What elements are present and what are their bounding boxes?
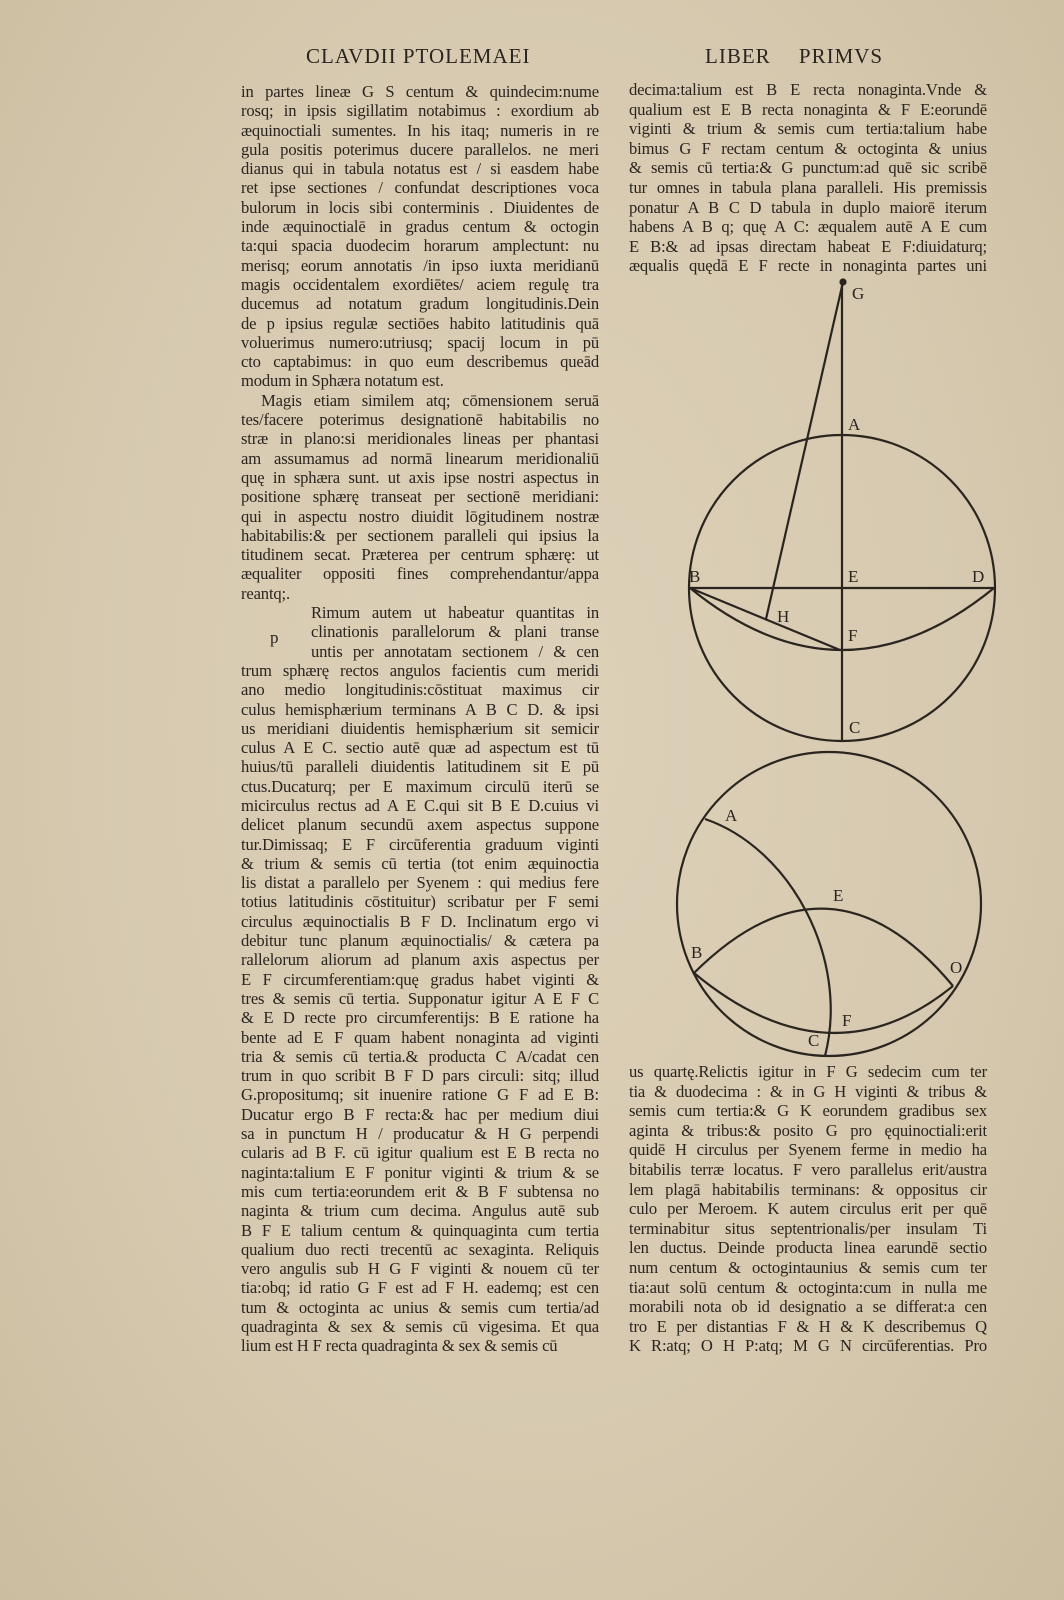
text-line: ctus.Ducaturq; per E maximum circulū iterū se: [241, 776, 599, 796]
text-line: lis distat a parallelo per Syenem : qui medius fere: [241, 873, 599, 893]
text-line: titudinem secat. Præterea per centrum sphærę: ut: [241, 545, 599, 565]
text-line: vero angulis sub H G F viginti & nouem cū ter: [241, 1259, 599, 1279]
text-line: & trium & semis cū tertia (tot enim æquinoctia: [241, 853, 599, 873]
text-line: ret ipse sectiones / confundat descriptiones voca: [241, 178, 599, 198]
text-line: am assumamus ad normā linearum meridionaliū: [241, 448, 599, 468]
diagram-1-labels: [689, 284, 984, 737]
text-line: tia & duodecima : & in G H viginti & tribus &: [629, 1081, 987, 1101]
text-line: lem plagā habitabilis terminans: & oppositus cir: [629, 1179, 987, 1199]
text-line: merisq; eorum annotatis /in ipso iuxta meridianū: [241, 255, 599, 275]
label-e2: E: [833, 886, 844, 905]
text-line: Magis etiam similem atq; cōmensionem seruā: [261, 390, 599, 410]
text-line: tes/facere poterimus designationē habitabilis no: [241, 410, 599, 430]
text-line: æqualis quędā E F recte in nonaginta partes uni: [629, 256, 987, 276]
text-line: naginta:talium E F ponitur viginti & trium & se: [241, 1162, 599, 1182]
text-line: habitabilis:& per sectionem paralleli qui ipsius la: [241, 525, 599, 545]
text-line: G.propositumq; sit inuenire ratione G F ad E B:: [241, 1085, 599, 1105]
text-line: trum in quo scribit B F D pars circuli: sitq; illud: [241, 1066, 599, 1086]
text-line: mis cum tertia:eorundem erit & B F subtensa no: [241, 1181, 599, 1201]
arc-beo: [694, 909, 953, 986]
text-line: tur omnes in tabula plana paralleli. His premissis: [629, 177, 987, 197]
text-line: morabili nota ob id designatio a se differat:a cen: [629, 1297, 987, 1317]
diagram-inclined-circles: [677, 752, 981, 1056]
text-line: gula positis poterimus ducere parallelos. ne meri: [241, 139, 599, 159]
text-line: untis per annotatam sectionem / & cen: [311, 641, 599, 661]
text-line: habens A B q; quę A C: æqualem autē A E cum: [629, 217, 987, 237]
arc-aefc: [705, 819, 831, 1056]
label-a2: A: [725, 806, 738, 825]
outer-circle: [677, 752, 981, 1056]
text-line: tria & semis cū tertia.& producta C A/cadat cen: [241, 1046, 599, 1066]
text-line: de p ipsius regulæ sectiōes habito latitudinis quā: [241, 313, 599, 333]
text-line: & semis cū tertia:& G punctum:ad quē sic scribē: [629, 158, 987, 178]
text-line: rosq; in ipsis sigillatim notabimus : exordium ab: [241, 101, 599, 121]
text-line: Ducatur ergo B F recta:& hac per medium diui: [241, 1104, 599, 1124]
text-line: micirculus rectus ad A E C.qui sit B E D.cuius vi: [241, 795, 599, 815]
running-title-right: LIBER PRIMVS: [705, 44, 884, 68]
text-line: æqualiter oppositi fines comprehendantur/appa: [241, 564, 599, 584]
text-line: naginta & trium cum decima. Angulus autē sub: [241, 1201, 599, 1221]
text-line: semis cum tertia:& G K eorundem gradibus sex: [629, 1101, 987, 1121]
text-line: bulorum in locis sibi conterminis . Diuidentes de: [241, 197, 599, 217]
running-title-left: CLAVDII PTOLEMAEI: [306, 44, 531, 68]
text-line: culo per Meroem. K autem circulus erit per quē: [629, 1199, 987, 1219]
text-line: bimus G F rectam centum & octoginta & unius: [629, 138, 987, 158]
text-line: magis occidentalem exordiētes/ aciem regulę tra: [241, 274, 599, 294]
text-line: ducemus ad notatum gradum longitudinis.Dein: [241, 294, 599, 314]
text-line: stræ in plano:si meridionales lineas per phantasi: [241, 429, 599, 449]
label-b: B: [689, 567, 701, 586]
text-line: culus A E C. sectio autē quæ ad aspectum est tū: [241, 738, 599, 758]
text-line: bitabilis terræ locatus. F vero parallelus erit/austra: [629, 1159, 987, 1179]
label-e: E: [848, 567, 859, 586]
label-g: G: [852, 284, 865, 303]
text-line: debitur tunc planum æquinoctialis/ & cætera pa: [241, 931, 599, 951]
label-a: A: [848, 415, 861, 434]
text-line: aginta & tribus:& posito G pro ęquinoctiali:erit: [629, 1120, 987, 1140]
label-h: H: [777, 607, 790, 626]
text-line: rallelorum aliorum ad planum axis aspectus per: [241, 950, 599, 970]
text-line: quidē H circulus per Syenem ferme in medio ha: [629, 1140, 987, 1160]
text-line: positione sphærę transeat per sectionē meridiani:: [241, 487, 599, 507]
text-line: us meridiani diuidentis hemisphærium sit semicir: [241, 718, 599, 738]
text-line: & E D recte pro circumferentijs: B E ratione ha: [241, 1008, 599, 1028]
text-line: us quartę.Relictis igitur in F G sedecim cum ter: [629, 1062, 987, 1081]
text-line: in partes lineæ G S centum & quindecim:nume: [241, 82, 599, 101]
label-f2: F: [842, 1011, 852, 1030]
label-b2: B: [691, 943, 703, 962]
line-gh: [766, 282, 843, 619]
text-line: E F circumferentiam:quę gradus habet viginti &: [241, 969, 599, 989]
text-line: modum in Sphæra notatum est.: [241, 371, 444, 391]
arc-bfo: [694, 973, 953, 1033]
text-line: K R:atq; O H P:atq; M G N circūferentias. Pro: [629, 1336, 987, 1356]
point-g: [841, 280, 846, 285]
label-d: D: [972, 567, 985, 586]
text-line: E B:& ad ipsas directam habeat E F:diuidaturq;: [629, 236, 987, 256]
text-line: dianus qui in tabula notatus est / si easdem habe: [241, 159, 599, 179]
text-line: Rimum autem ut habeatur quantitas in: [311, 603, 599, 623]
text-line: len ductus. Deinde producta linea earundē sectio: [629, 1238, 987, 1258]
label-c: C: [849, 718, 861, 737]
text-line: qui in aspectu nostro diuidit lōgitudinem nostræ: [241, 506, 599, 526]
text-line: reantq;.: [241, 583, 291, 603]
text-line: sa in punctum H / producatur & H G perpendi: [241, 1124, 599, 1144]
text-line: decima:talium est B E recta nonaginta.Vnde &: [629, 80, 987, 99]
text-line: totius latitudinis cōstituitur) scribatur per F semi: [241, 892, 599, 912]
text-line: qualium duo recti trecentū ac sexaginta. Reliquis: [241, 1239, 599, 1259]
text-line: bente ad E F quam habent nonaginta ad viginti: [241, 1027, 599, 1047]
text-line: quę in sphæra sunt. ut axis ipse nostri aspectus in: [241, 467, 599, 487]
text-line: circulus æquinoctialis B F D. Inclinatum ergo vi: [241, 911, 599, 931]
text-line: huius/tū paralleli diuidentis latitudinem sit E pū: [241, 757, 599, 777]
label-c2: C: [808, 1031, 820, 1050]
text-line: terminabitur situs septentrionalis/per insulam Ti: [629, 1218, 987, 1238]
label-f: F: [848, 626, 858, 645]
text-line: ponatur A B C D tabula in duplo maiorē iterum: [629, 197, 987, 217]
label-o2: O: [950, 958, 963, 977]
text-line: culus hemisphærium terminans A B C D. & ipsi: [241, 699, 599, 719]
text-line: tia:aut solū centum & octoginta:cum in nulla me: [629, 1277, 987, 1297]
chord-bf: [690, 588, 840, 650]
text-line: ano medio longitudinis:cōstituat maximus cir: [241, 680, 599, 700]
text-line: tia:obq; id ratio G F est ad F H. eademq; est cen: [241, 1278, 599, 1298]
text-line: tum & octoginta ac unius & semis cum tertia/ad: [241, 1297, 599, 1317]
text-line: B F E talium centum & quinquaginta cum tertia: [241, 1220, 599, 1240]
diagram-2-labels: [691, 806, 962, 1050]
text-line: inde æquinoctialē in gradus centum & octogin: [241, 217, 599, 237]
text-line: viginti & trium & semis cum tertia:talium habe: [629, 119, 987, 139]
text-line: lium est H F recta quadraginta & sex & semis cū: [241, 1336, 558, 1356]
text-line: tur.Dimissaq; E F circūferentia graduum viginti: [241, 834, 599, 854]
drop-cap-guide-letter: p: [270, 628, 279, 647]
text-line: cto captabimus: in quo eum describemus queād: [241, 352, 599, 372]
text-line: num centum & octogintaunius & semis cum ter: [629, 1257, 987, 1277]
text-line: cularis ad B F. cū igitur qualium est E B recta no: [241, 1143, 599, 1163]
text-line: voluerimus numero:utriusq; spacij locum in pū: [241, 332, 599, 352]
diagram-hemisphere-projection: [689, 280, 995, 742]
text-line: quadraginta & sex & semis cū vigesima. Et qua: [241, 1317, 599, 1336]
text-line: tro E per distantias F & H & K describemus Q: [629, 1316, 987, 1336]
text-line: tres & semis cū tertia. Supponatur igitur A E F C: [241, 988, 599, 1008]
text-line: trum sphærę rectos angulos facientis cum meridi: [241, 660, 599, 680]
text-line: delicet planum secundū axem aspectus suppone: [241, 815, 599, 835]
text-line: ta:qui spacia duodecim horarum amplectunt: nu: [241, 236, 599, 256]
text-line: qualium est E B recta nonaginta & F E:eorundē: [629, 99, 987, 119]
text-line: clinationis parallelorum & plani transe: [311, 622, 599, 642]
text-line: æquinoctiali sumentes. In his itaq; numeris in re: [241, 120, 599, 140]
